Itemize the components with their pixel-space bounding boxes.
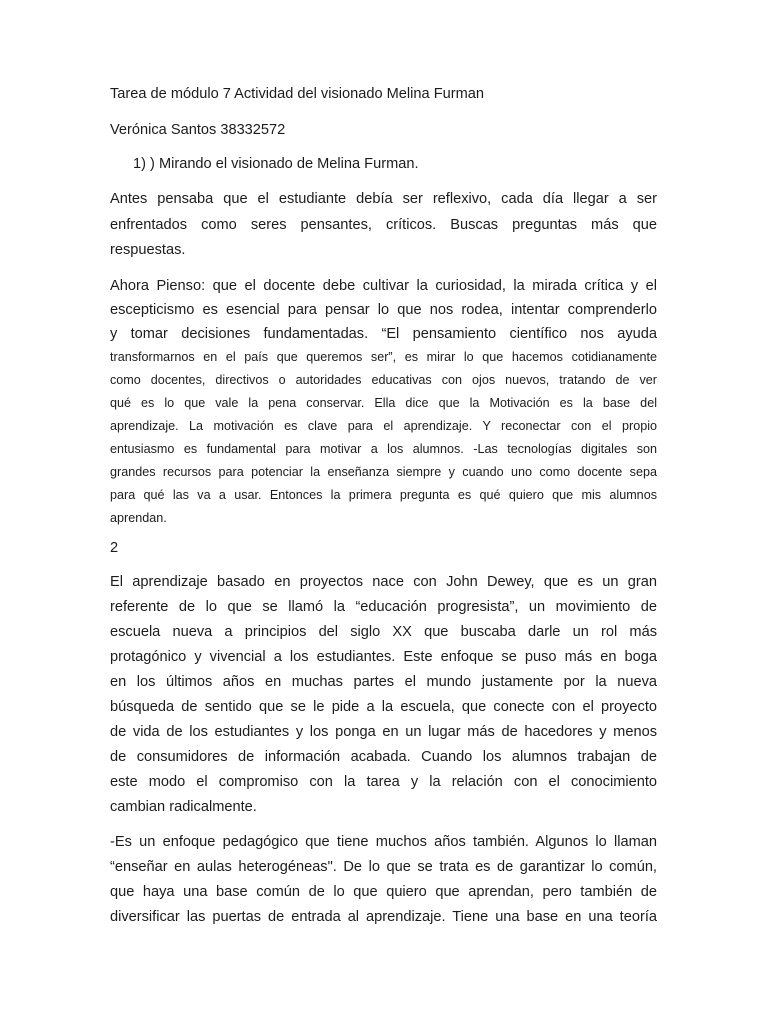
text-line: de consumidores de información acabada. Cuando los alumnos trabajan de — [110, 749, 657, 765]
text-line: como docentes, directivos o autoridades educativas con ojos nuevos, tratando de ver — [110, 373, 657, 387]
text-line: entusiasmo es fundamental para motivar a los alumnos. -Las tecnologías digitales son — [110, 442, 657, 456]
text-line: qué es lo que vale la pena conservar. Ella dice que la Motivación es la base del — [110, 396, 657, 410]
text-line: aprendan. — [110, 511, 167, 525]
text-line: Ahora Pienso: que el docente debe cultivar la curiosidad, la mirada crítica y el — [110, 278, 657, 294]
text-line: que haya una base común de lo que quiero que aprendan, pero también de — [110, 884, 657, 900]
text-line: diversificar las puertas de entrada al aprendizaje. Tiene una base en una teoría — [110, 909, 657, 925]
text-line: en los últimos años en muchas partes el mundo justamente por la nueva — [110, 674, 657, 690]
text-line: cambian radicalmente. — [110, 799, 257, 815]
text-line: de vida de los estudiantes y los ponga en un lugar más de hacedores y menos — [110, 724, 657, 740]
text-line: -Es un enfoque pedagógico que tiene muchos años también. Algunos lo llaman — [110, 834, 657, 850]
text-line: transformarnos en el país que queremos ser”, es mirar lo que hacemos cotidianamente — [110, 350, 657, 364]
text-line: escuela nueva a principios del siglo XX que buscaba darle un rol más — [110, 624, 657, 640]
text-line: este modo el compromiso con la tarea y la relación con el conocimiento — [110, 774, 657, 790]
text-line: y tomar decisiones fundamentadas. “El pensamiento científico nos ayuda — [110, 326, 657, 342]
text-line: enfrentados como seres pensantes, críticos. Buscas preguntas más que — [110, 217, 657, 233]
text-line: para qué las va a usar. Entonces la primera pregunta es qué quiero que mis alumnos — [110, 488, 657, 502]
text-line: respuestas. — [110, 242, 186, 258]
text-line: “enseñar en aulas heterogéneas". De lo que se trata es de garantizar lo común, — [110, 859, 657, 875]
text-line: aprendizaje. La motivación es clave para el aprendizaje. Y reconectar con el propio — [110, 419, 657, 433]
text-line: El aprendizaje basado en proyectos nace con John Dewey, que es un gran — [110, 574, 657, 590]
document-title: Tarea de módulo 7 Actividad del visionado Melina Furman — [110, 86, 484, 102]
text-line: búsqueda de sentido que se le pide a la escuela, que conecte con el proyecto — [110, 699, 657, 715]
text-line: grandes recursos para potenciar la enseñanza siempre y cuando uno como docente sepa — [110, 465, 657, 479]
text-line: escepticismo es esencial para pensar lo que nos rodea, intentar comprenderlo — [110, 302, 657, 318]
text-line: protagónico y vivencial a los estudiantes. Este enfoque se puso más en boga — [110, 649, 657, 665]
text-line: Antes pensaba que el estudiante debía ser reflexivo, cada día llegar a ser — [110, 191, 657, 207]
section-number: 2 — [110, 540, 119, 556]
list-item-1: 1) ) Mirando el visionado de Melina Furman. — [133, 156, 419, 172]
text-line: referente de lo que se llamó la “educación progresista”, un movimiento de — [110, 599, 657, 615]
author-line: Verónica Santos 38332572 — [110, 122, 286, 138]
